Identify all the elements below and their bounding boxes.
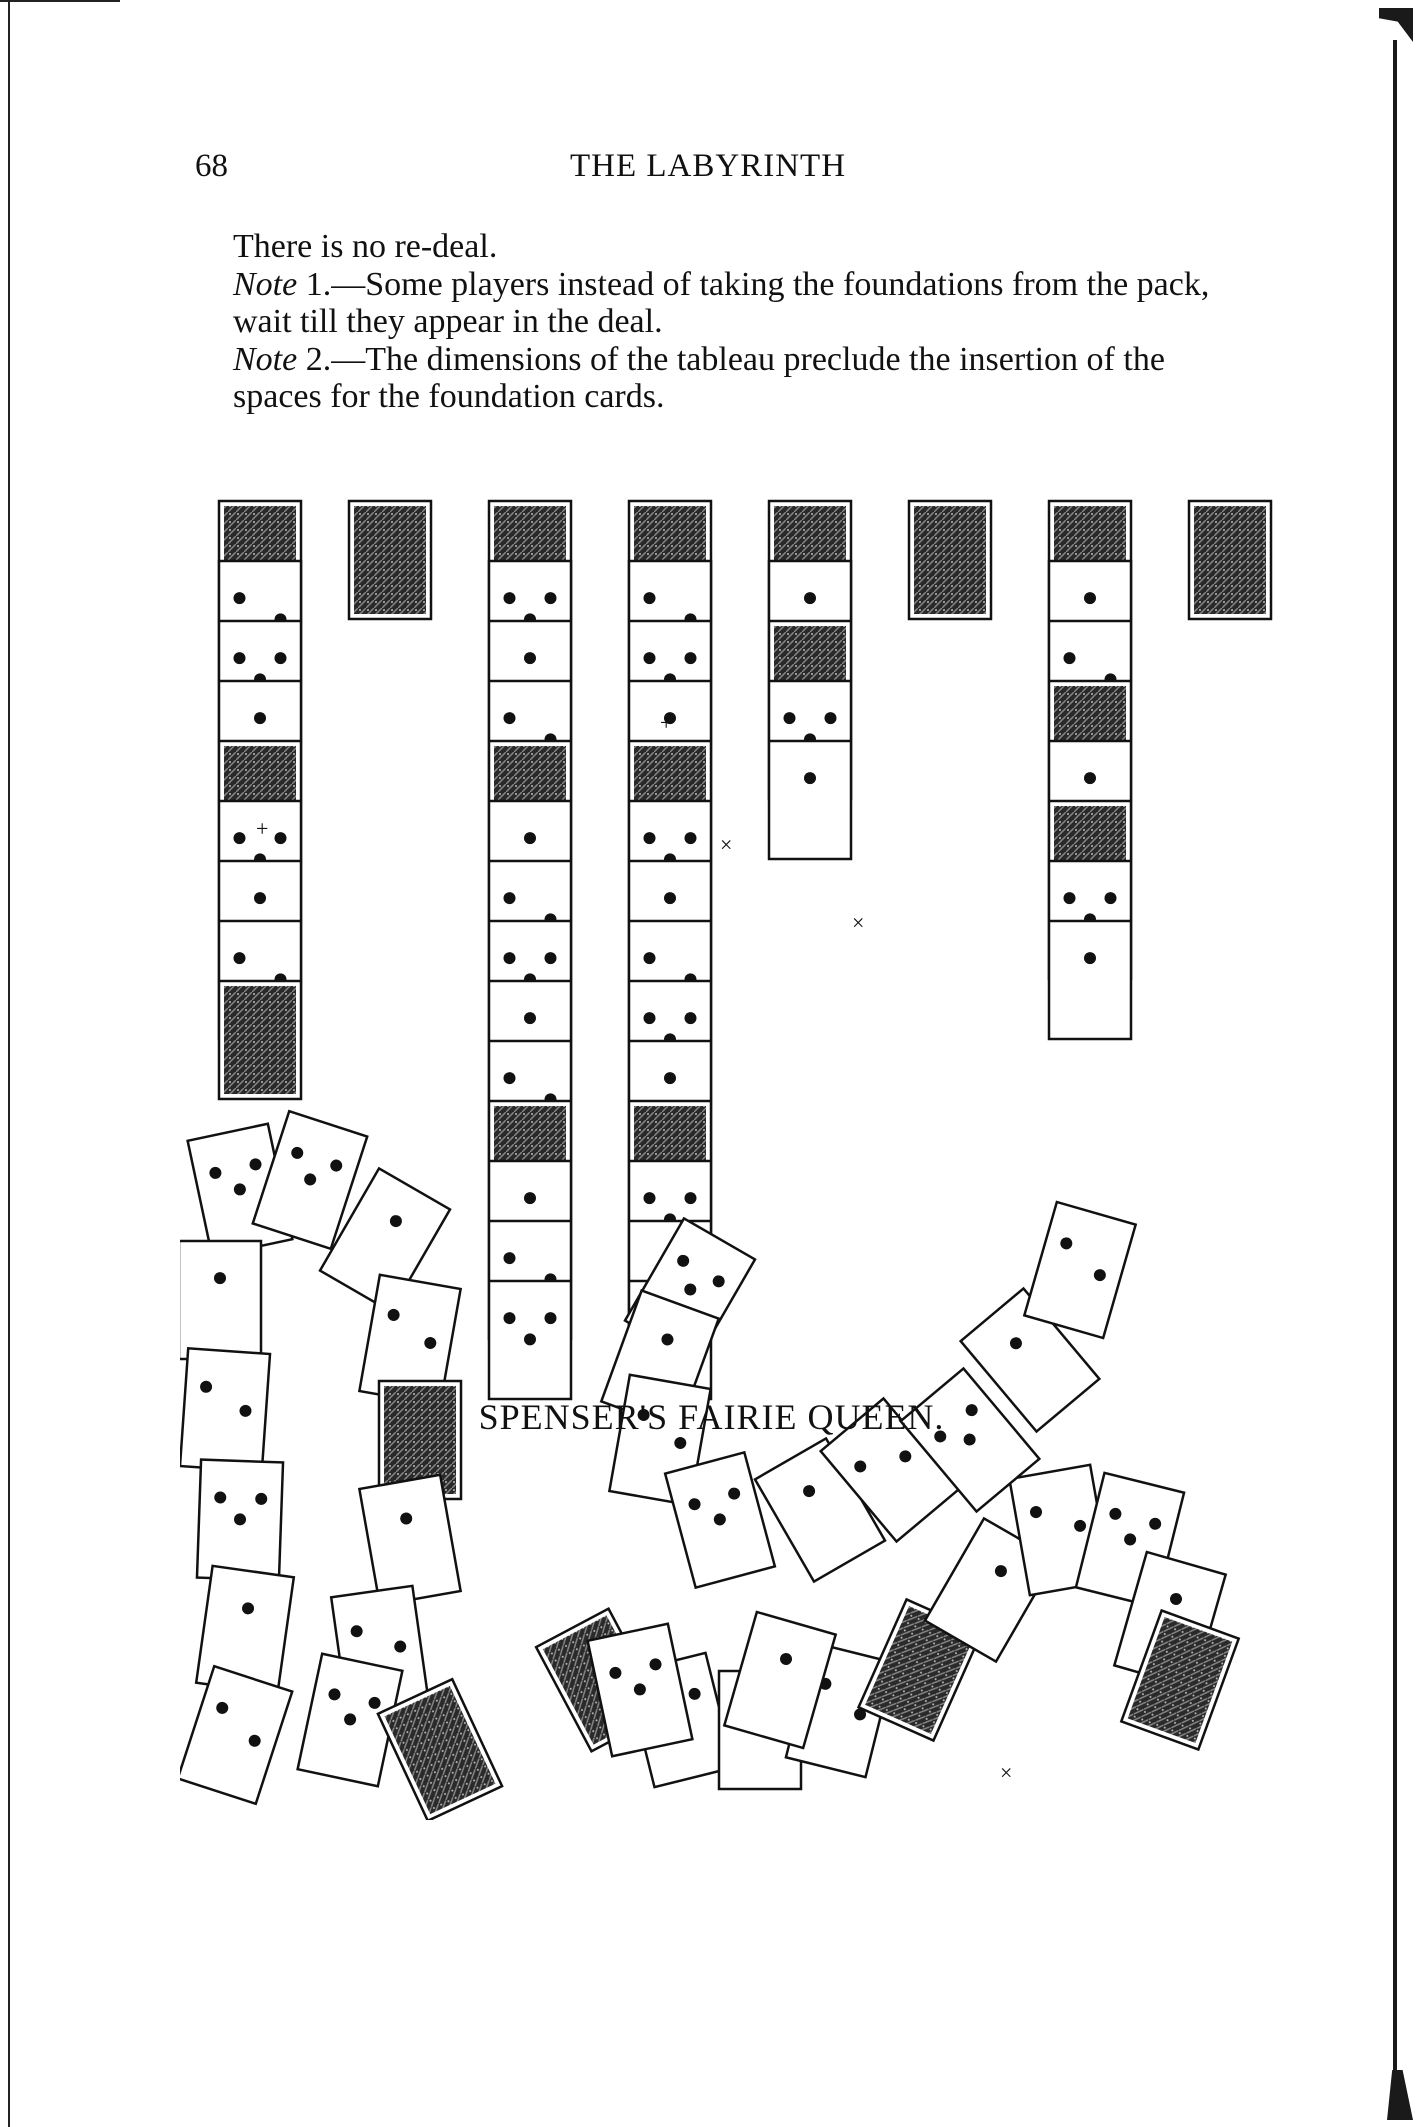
placement-mark: + (660, 710, 673, 735)
pip-card (769, 741, 851, 859)
placement-mark: × (720, 832, 733, 857)
note-2 (195, 341, 1250, 416)
note-1-text: —Some players instead of taking the foundations from the pack, wait till they appear in the deal. (233, 265, 1210, 340)
figure-caption: SPENSER'S FAIRIE QUEEN. (478, 1397, 945, 1437)
note-1-label: Note (233, 265, 298, 303)
pip-card (180, 1666, 292, 1804)
pip-card (180, 1241, 261, 1359)
court-card (909, 501, 991, 619)
note-2-label: Note (233, 340, 298, 378)
paragraph-no-redeal (195, 228, 1250, 266)
book-spine-edge (1379, 0, 1413, 2127)
no-redeal-text: There is no re-deal. (233, 228, 498, 265)
pip-card (197, 1460, 283, 1581)
court-card (349, 501, 431, 619)
running-head: THE LABYRINTH (570, 148, 847, 184)
pip-card (665, 1452, 775, 1587)
page-top-rule (0, 0, 120, 2)
pip-card (1049, 921, 1131, 1039)
court-card (1189, 501, 1271, 619)
note-1-number: 1. (297, 265, 332, 303)
note-2-number: 2. (297, 340, 332, 378)
page-left-rule (8, 0, 10, 2127)
card-layout (180, 501, 1271, 1820)
placement-mark: + (256, 816, 269, 841)
page-number: 68 (195, 148, 228, 184)
note-2-text: —The dimensions of the tableau preclude the insertion of the spaces for the foundation cards. (233, 340, 1165, 415)
court-card (219, 981, 301, 1099)
placement-mark: × (1000, 1760, 1013, 1785)
page-header (195, 148, 1245, 192)
tableau-illustration (180, 480, 1300, 1820)
pip-card (489, 1281, 571, 1399)
body-text (195, 228, 1250, 416)
placement-mark: × (852, 910, 865, 935)
note-1 (195, 266, 1250, 341)
pip-card (1024, 1202, 1135, 1338)
